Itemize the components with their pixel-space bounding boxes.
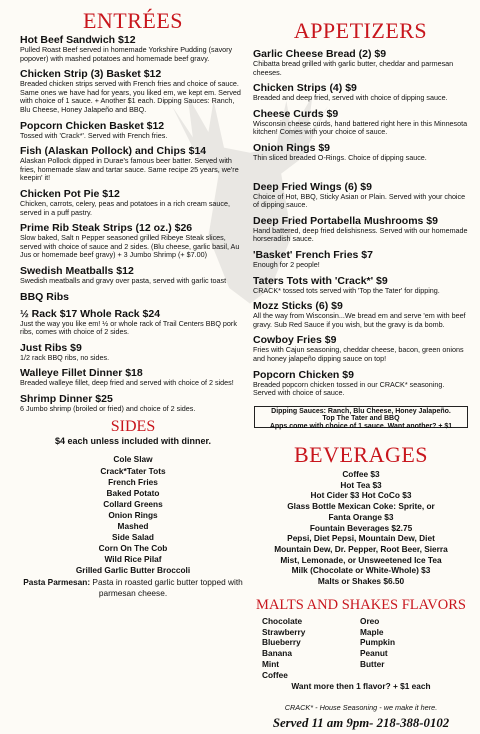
appetizer-item bbox=[253, 108, 468, 137]
beverages-list bbox=[254, 469, 468, 587]
entree-desc: 6 Jumbo shrimp (broiled or fried) and choice of 2 sides. bbox=[20, 403, 196, 413]
side-item: Wild Rice Pilaf bbox=[104, 554, 162, 565]
appetizer-item bbox=[253, 300, 468, 329]
entree-name: Fish (Alaskan Pollock) and Chips $14 bbox=[20, 145, 207, 158]
flavor-item: Mint bbox=[262, 658, 280, 669]
malt-flavors-col2 bbox=[360, 616, 395, 670]
appetizer-name: Onion Rings $9 bbox=[253, 141, 331, 154]
entree-desc: Breaded chicken strips served with French fries and choice of sauce. Same ones we have had for years, you liked em, we kept em. Served with choice of 1 sauce. + Another $1 each. Dipping Sauces: Ranch, Blu Cheese, Honey Jalapeño and BBQ. bbox=[20, 79, 241, 114]
appetizers-heading: APPETIZERS bbox=[293, 18, 428, 43]
malt-flavors-col1 bbox=[262, 616, 305, 680]
entrees-heading: ENTRÉES bbox=[82, 8, 184, 33]
flavor-item: Blueberry bbox=[262, 637, 301, 648]
sides-list bbox=[20, 454, 246, 576]
side-item: Mashed bbox=[117, 521, 149, 532]
entree-name: Just Ribs $9 bbox=[20, 341, 82, 354]
entree-name: BBQ Ribs bbox=[20, 290, 70, 303]
pasta-desc: Pasta in roasted garlic butter topped with parmesan cheese. bbox=[92, 576, 243, 598]
side-item: Baked Potato bbox=[106, 487, 160, 498]
entree-item bbox=[20, 145, 246, 183]
appetizer-item bbox=[253, 48, 468, 77]
dipping-sauces-box bbox=[254, 406, 468, 428]
flavor-item: Coffee bbox=[262, 669, 288, 680]
entree-item bbox=[20, 222, 246, 260]
entree-name: Chicken Strip (3) Basket $12 bbox=[20, 68, 162, 81]
appetizer-name: Chicken Strips (4) $9 bbox=[253, 82, 357, 95]
beverage-line: Fanta Orange $3 bbox=[328, 511, 394, 522]
flavor-item: Peanut bbox=[360, 648, 388, 659]
entree-name: Shrimp Dinner $25 bbox=[20, 392, 113, 405]
beverage-line: Pepsi, Diet Pepsi, Mountain Dew, Diet bbox=[287, 533, 435, 544]
appetizer-name: Garlic Cheese Bread (2) $9 bbox=[253, 48, 387, 60]
appetizer-desc: Thin sliced breaded O-Rings. Choice of dipping sauce. bbox=[253, 152, 427, 162]
beverage-line: Glass Bottle Mexican Coke: Sprite, or bbox=[287, 501, 435, 512]
beverage-line: Malts or Shakes $6.50 bbox=[317, 576, 405, 587]
side-item: Onion Rings bbox=[108, 509, 158, 520]
appetizer-item bbox=[253, 142, 468, 163]
appetizers-list bbox=[253, 48, 468, 398]
flavor-item: Strawberry bbox=[262, 626, 306, 637]
entree-name: Chicken Pot Pie $12 bbox=[20, 187, 120, 200]
appetizer-item bbox=[253, 181, 468, 210]
entrees-list bbox=[20, 34, 246, 413]
entree-item bbox=[20, 342, 246, 363]
entree-desc: Swedish meatballs and gravy over pasta, served with garlic toast bbox=[20, 275, 227, 285]
sides-heading: SIDES bbox=[110, 418, 156, 436]
flavor-item: Oreo bbox=[360, 616, 380, 626]
appetizers-section bbox=[253, 18, 468, 403]
appetizer-name: 'Basket' French Fries $7 bbox=[253, 248, 373, 261]
appetizer-desc: Breaded popcorn chicken tossed in our CRACK* seasoning. Served with choice of sauce. bbox=[253, 379, 445, 398]
appetizer-desc: Hand battered, deep fried delishisness. Served with our homemade horseradish sauce. bbox=[253, 225, 468, 244]
entree-item bbox=[20, 393, 246, 414]
entree-item bbox=[20, 367, 246, 388]
entree-name: Hot Beef Sandwich $12 bbox=[20, 34, 136, 46]
crack-note: CRACK* - House Seasoning - we make it here. bbox=[284, 703, 438, 712]
entree-desc: Alaskan Pollock dipped in Durae's famous beer batter. Served with fries, homemade slaw and tartar sauce. Same recipe 25 years, we're keepin' it! bbox=[20, 156, 239, 183]
entree-item bbox=[20, 188, 246, 217]
side-item: Side Salad bbox=[112, 532, 154, 543]
entree-desc: 1/2 rack BBQ ribs, no sides. bbox=[20, 352, 110, 362]
beverages-heading: BEVERAGES bbox=[293, 442, 429, 467]
appetizer-item bbox=[253, 82, 468, 103]
appetizer-name: Cowboy Fries $9 bbox=[253, 334, 337, 347]
entree-name: Popcorn Chicken Basket $12 bbox=[20, 119, 165, 132]
entrees-section bbox=[20, 8, 246, 599]
beverage-line: Milk (Chocolate or White-Whole) $3 bbox=[291, 565, 431, 576]
sides-subheading: $4 each unless included with dinner. bbox=[54, 436, 212, 447]
entree-desc: Pulled Roast Beef served in homemade Yorkshire Pudding (savory popover) with mashed potatoes and homemade beef gravy. bbox=[20, 45, 233, 63]
beverage-line: Mountain Dew, Dr. Pepper, Root Beer, Sierra bbox=[274, 543, 448, 554]
appetizer-desc: Choice of Hot, BBQ, Sticky Asian or Plain. Served with your choice of dipping sauce. bbox=[253, 191, 466, 210]
side-item: Collard Greens bbox=[103, 498, 163, 509]
entree-name: ½ Rack $17 Whole Rack $24 bbox=[20, 307, 161, 320]
appetizer-item bbox=[253, 249, 468, 270]
appetizer-name: Deep Fried Wings (6) $9 bbox=[253, 180, 372, 193]
side-item: Crack*Tater Tots bbox=[100, 465, 166, 476]
appetizer-desc: Wisconsin cheese curds, hand battered right here in this Minnesota kitchen! Comes with your choice of sauce. bbox=[253, 118, 468, 137]
entree-item bbox=[20, 68, 246, 114]
entree-item bbox=[20, 308, 246, 337]
side-item: French Fries bbox=[108, 476, 158, 487]
entree-item bbox=[20, 120, 246, 141]
appetizer-item bbox=[253, 334, 468, 363]
pasta-label: Pasta Parmesan: bbox=[23, 576, 91, 587]
appetizer-desc: CRACK* tossed tots served with 'Top the Tater' for dipping. bbox=[253, 285, 440, 295]
appetizer-name: Taters Tots with 'Crack*' $9 bbox=[253, 274, 388, 287]
side-item: Corn On The Cob bbox=[98, 543, 168, 554]
entree-desc: Tossed with 'Crack*'. Served with French fries. bbox=[20, 130, 168, 140]
entree-desc: Breaded walleye fillet, deep fried and served with choice of 2 sides! bbox=[20, 378, 234, 388]
malts-note: Want more then 1 flavor? + $1 each bbox=[291, 681, 431, 691]
flavor-item: Banana bbox=[262, 648, 292, 659]
side-item: Grilled Garlic Butter Broccoli bbox=[75, 565, 191, 576]
entree-name: Swedish Meatballs $12 bbox=[20, 264, 134, 277]
entree-item bbox=[20, 291, 246, 303]
appetizer-name: Mozz Sticks (6) $9 bbox=[253, 300, 343, 313]
appetizer-desc: Fries with Cajun seasoning, cheddar cheese, bacon, green onions and honey jalapeño dipping sauce on top! bbox=[253, 345, 464, 363]
beverage-line: Coffee $3 bbox=[342, 469, 380, 479]
appetizer-item bbox=[253, 215, 468, 244]
beverage-line: Hot Cider $3 Hot CoCo $3 bbox=[310, 490, 412, 501]
appetizer-name: Popcorn Chicken $9 bbox=[253, 368, 354, 381]
appetizer-name: Cheese Curds $9 bbox=[253, 107, 339, 120]
entree-desc: Just the way you like em! ½ or whole rack of Trail Centers BBQ pork ribs, comes with choice of 2 sides. bbox=[20, 318, 237, 337]
malts-heading: MALTS AND SHAKES FLAVORS bbox=[256, 597, 466, 613]
hours-phone: Served 11 am 9pm- 218-388-0102 bbox=[272, 716, 450, 730]
appetizer-desc: Breaded and deep fried, served with choice of dipping sauce. bbox=[253, 93, 448, 103]
appetizer-desc: All the way from Wisconsin...We bread em and serve 'em with beef gravy. Sub Red Sauce if you wish, but the gravy is da bomb. bbox=[253, 311, 466, 329]
dipping-line-3: Apps come with choice of 1 sauce. Want another? + $1 bbox=[269, 422, 453, 430]
dipping-line-1: Dipping Sauces: Ranch, Blu Cheese, Honey Jalapeño. bbox=[271, 408, 451, 415]
appetizer-item bbox=[253, 275, 468, 296]
flavor-item: Pumpkin bbox=[360, 637, 396, 648]
entree-desc: Slow baked, Salt n Pepper seasoned grilled Ribeye Steak slices, served with choice of sauce and 2 sides. (Blu cheese, garlic basil, Au Jus or homemade beef gravy) + 3 Jumbo Shrimp (+ $7.00) bbox=[20, 233, 240, 260]
pasta-parmesan bbox=[20, 577, 246, 599]
side-item: Cole Slaw bbox=[113, 454, 153, 465]
entree-item bbox=[20, 265, 246, 286]
flavor-item: Chocolate bbox=[262, 616, 303, 626]
beverage-line: Hot Tea $3 bbox=[340, 479, 382, 490]
entree-desc: Chicken, carrots, celery, peas and potatoes in a rich cream sauce, served in a puff pastry. bbox=[20, 198, 231, 217]
entree-name: Walleye Fillet Dinner $18 bbox=[20, 367, 143, 380]
appetizer-name: Deep Fried Portabella Mushrooms $9 bbox=[253, 214, 438, 227]
appetizer-item bbox=[253, 369, 468, 398]
flavor-item: Butter bbox=[360, 658, 385, 669]
beverage-line: Mist, Lemonade, or Unsweetened Ice Tea bbox=[280, 554, 442, 565]
entree-name: Prime Rib Steak Strips (12 oz.) $26 bbox=[20, 222, 193, 235]
appetizer-desc: Chibatta bread grilled with garlic butter, cheddar and parmesan cheeses. bbox=[253, 59, 454, 77]
entree-item bbox=[20, 34, 246, 63]
flavor-item: Maple bbox=[360, 626, 384, 637]
beverage-line: Fountain Beverages $2.75 bbox=[309, 522, 413, 533]
dipping-line-2: Top The Tater and BBQ bbox=[322, 415, 400, 423]
appetizer-desc: Enough for 2 people! bbox=[253, 259, 320, 269]
